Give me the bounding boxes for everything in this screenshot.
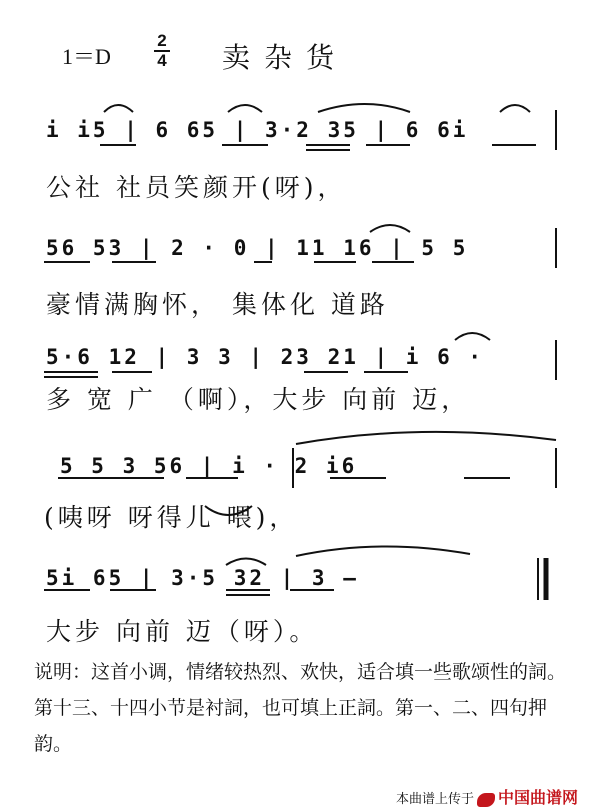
system-5-lyrics: 大步 向前 迈（呀）。 bbox=[46, 617, 319, 646]
slur bbox=[296, 546, 470, 556]
footer-site-name[interactable]: 中国曲谱网 bbox=[498, 788, 579, 807]
system-3-notes: 5·6 12 | 3 3 | 23 21 | i 6 · bbox=[46, 345, 485, 369]
slur bbox=[296, 432, 556, 444]
slur bbox=[228, 105, 262, 112]
explanation-text: 说明：这首小调，情绪较热烈、欢快，适合填一些歌颂性的詞。第十三、十四小节是衬詞，也可填上正詞。第一、二、四句押韵。 bbox=[34, 661, 567, 755]
slur bbox=[455, 333, 490, 340]
slur bbox=[500, 105, 530, 112]
key-signature: 1＝D bbox=[62, 44, 111, 69]
system-4-lyrics: (咦呀 呀得儿 喂)， bbox=[44, 503, 299, 532]
time-signature-bottom: 4 bbox=[157, 51, 167, 70]
system-1-notes: i i5 | 6 65 | 3·2 35 | 6 6i bbox=[46, 118, 469, 142]
system-2-notes: 56 53 | 2 · 0 | 11 16 | 5 5 bbox=[46, 236, 469, 260]
footer-uploaded-text: 本曲谱上传于 bbox=[396, 792, 475, 807]
time-signature-top: 2 bbox=[157, 31, 167, 50]
system-4-notes: 5 5 3 56 | i · 2 i6 bbox=[60, 454, 358, 478]
song-title: 卖杂货 bbox=[222, 41, 349, 74]
site-logo-icon bbox=[477, 793, 495, 807]
slur bbox=[226, 559, 266, 566]
system-1-lyrics: 公社 社员笑颜开(呀)， bbox=[46, 173, 347, 202]
slur bbox=[205, 506, 252, 515]
slur bbox=[370, 225, 410, 232]
footer-watermark bbox=[396, 785, 578, 808]
system-3-lyrics: 多 宽 广 （啊），大步 向前 迈， bbox=[46, 385, 471, 414]
system-5-notes: 5i 65 | 3·5 32 | 3 — bbox=[46, 566, 359, 590]
slur bbox=[318, 104, 410, 112]
slur bbox=[104, 105, 133, 112]
system-2-lyrics: 豪情满胸怀， 集体化 道路 bbox=[46, 290, 389, 319]
